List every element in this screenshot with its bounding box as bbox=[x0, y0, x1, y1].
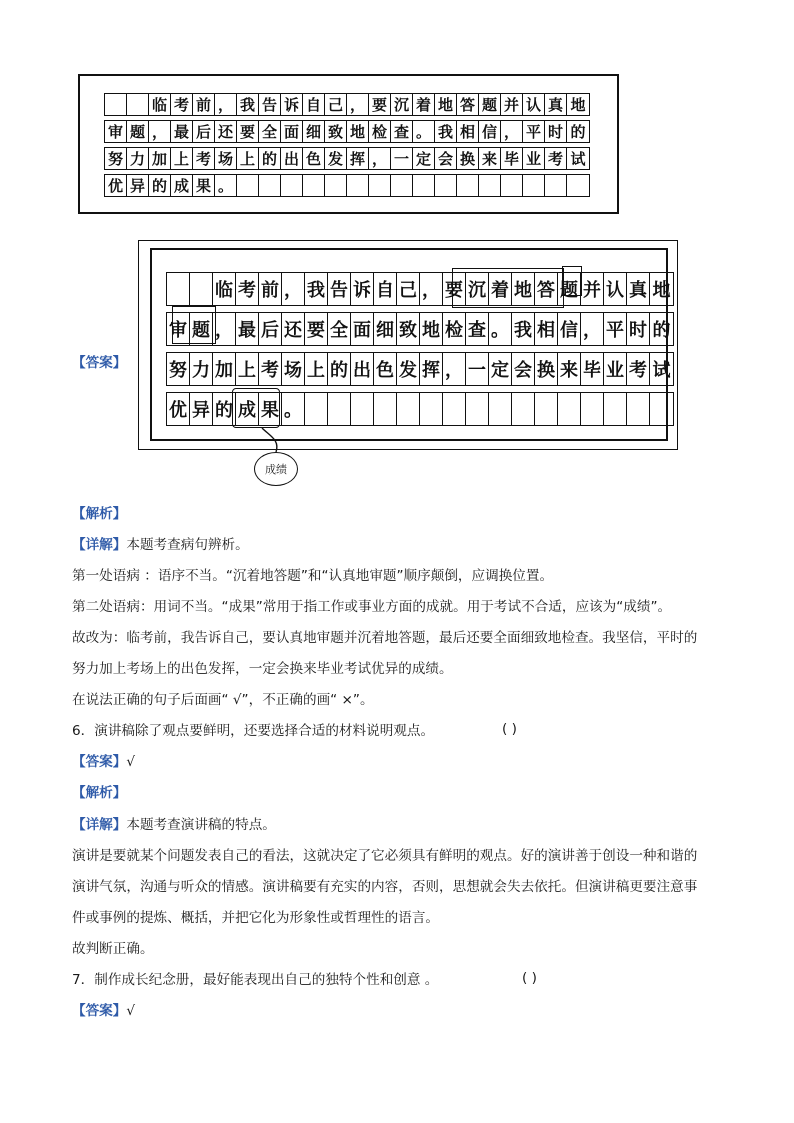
grid-cell: ， bbox=[443, 353, 466, 385]
grid-cell: 的 bbox=[259, 148, 281, 169]
grid-cell: 审 bbox=[167, 313, 190, 345]
grid-cell: 优 bbox=[167, 393, 190, 425]
grid-cell: 挥 bbox=[420, 353, 443, 385]
grid-cell: 着 bbox=[489, 273, 512, 305]
q6-paragraph-line-3: 件或事例的提炼、概括，并把它化为形象性或哲理性的语言。 bbox=[72, 910, 440, 926]
question-7: 7．制作成长纪念册，最好能表现出自己的独特个性和创意 。 bbox=[72, 972, 439, 988]
q6-paragraph-line-1: 演讲是要就某个问题发表自己的看法，这就决定了它必须具有鲜明的观点。好的演讲善于创设一种和谐的 bbox=[72, 848, 698, 864]
grid-cell: 全 bbox=[259, 121, 281, 142]
answer-label: 【答案】 bbox=[72, 355, 127, 371]
grid-cell: 毕 bbox=[501, 148, 523, 169]
grid-cell: 诉 bbox=[351, 273, 374, 305]
grid-cell bbox=[413, 175, 435, 196]
grid-cell: 。 bbox=[413, 121, 435, 142]
grid-cell: 还 bbox=[282, 313, 305, 345]
grid-cell: 后 bbox=[193, 121, 215, 142]
grid-cell bbox=[305, 393, 328, 425]
grid-cell: 认 bbox=[604, 273, 627, 305]
grid-cell bbox=[466, 393, 489, 425]
grid-cell: 细 bbox=[374, 313, 397, 345]
grid-cell: 时 bbox=[627, 313, 650, 345]
grid-cell: 努 bbox=[167, 353, 190, 385]
grid-cell: ， bbox=[282, 273, 305, 305]
grid-cell bbox=[650, 393, 673, 425]
correction-callout: 成绩 bbox=[254, 452, 298, 486]
grid-cell bbox=[479, 175, 501, 196]
grid-cell: 致 bbox=[397, 313, 420, 345]
grid-cell: 后 bbox=[259, 313, 282, 345]
grid-cell: 题 bbox=[190, 313, 213, 345]
grid-cell: 信 bbox=[479, 121, 501, 142]
grid-cell bbox=[489, 393, 512, 425]
grid-cell: 题 bbox=[127, 121, 149, 142]
grid-cell: 我 bbox=[512, 313, 535, 345]
grid-cell: 上 bbox=[236, 353, 259, 385]
grid-cell: 答 bbox=[457, 94, 479, 115]
grid-cell: 考 bbox=[627, 353, 650, 385]
grid-cell: 定 bbox=[413, 148, 435, 169]
grid-cell: 告 bbox=[328, 273, 351, 305]
grid-cell: 告 bbox=[259, 94, 281, 115]
grid-cell: 出 bbox=[281, 148, 303, 169]
grid-cell: 加 bbox=[213, 353, 236, 385]
grid-cell: 检 bbox=[369, 121, 391, 142]
grid-cell: 地 bbox=[652, 280, 671, 301]
grid-cell: 前 bbox=[259, 273, 282, 305]
grid-cell: 成 bbox=[171, 175, 193, 196]
grid-cell bbox=[457, 175, 479, 196]
grid-cell: 我 bbox=[435, 121, 457, 142]
grid-cell: 会 bbox=[435, 148, 457, 169]
grid-cell: 平 bbox=[604, 313, 627, 345]
fix-line-2: 努力加上考场上的出色发挥，一定会换来毕业考试优异的成绩。 bbox=[72, 661, 453, 677]
instruction-line: 在说法正确的句子后面画“ √”，不正确的画“ ×”。 bbox=[72, 692, 374, 708]
grid-cell: 全 bbox=[328, 313, 351, 345]
grid-cell: ， bbox=[501, 121, 523, 142]
grid-cell bbox=[443, 393, 466, 425]
swap-mark-first bbox=[452, 268, 564, 308]
grid-cell: 会 bbox=[512, 353, 535, 385]
grid-cell: 真 bbox=[627, 273, 650, 305]
grid-cell bbox=[567, 175, 589, 196]
grid-cell: 相 bbox=[457, 121, 479, 142]
grid-cell: 我 bbox=[237, 94, 259, 115]
grid-cell: ， bbox=[581, 313, 604, 345]
grid-cell: 致 bbox=[325, 121, 347, 142]
grid-cell: 力 bbox=[190, 353, 213, 385]
grid-cell: 沉 bbox=[391, 94, 413, 115]
grid-cell: 己 bbox=[325, 94, 347, 115]
grid-cell: 的 bbox=[149, 175, 171, 196]
grid-cell: 来 bbox=[479, 148, 501, 169]
q6-conclusion: 故判断正确。 bbox=[72, 941, 154, 957]
grid-cell: 优 bbox=[105, 175, 127, 196]
grid-cell: 出 bbox=[351, 353, 374, 385]
grid-cell: 临 bbox=[149, 94, 171, 115]
grid-cell bbox=[281, 175, 303, 196]
grid-cell: 地 bbox=[435, 94, 457, 115]
grid-cell: 平 bbox=[523, 121, 545, 142]
grid-cell: 来 bbox=[558, 353, 581, 385]
grid-cell: 业 bbox=[604, 353, 627, 385]
grid-cell bbox=[190, 273, 213, 305]
grid-cell bbox=[325, 175, 347, 196]
grid-cell: 并 bbox=[581, 273, 604, 305]
grid-cell: 异 bbox=[127, 175, 149, 196]
grid-cell bbox=[105, 94, 127, 115]
grid-cell bbox=[545, 175, 567, 196]
grid-cell: 地 bbox=[420, 313, 443, 345]
grid-cell bbox=[167, 273, 190, 305]
grid-cell: 试 bbox=[570, 150, 586, 168]
grid-cell: 上 bbox=[305, 353, 328, 385]
grid-cell bbox=[347, 175, 369, 196]
grid-row bbox=[104, 120, 590, 143]
grid-cell bbox=[303, 175, 325, 196]
grid-cell bbox=[501, 175, 523, 196]
grid-cell: 挥 bbox=[347, 148, 369, 169]
grid-cell bbox=[435, 175, 457, 196]
grid-cell: 题 bbox=[479, 94, 501, 115]
q6-detail-line: 【详解】本题考查演讲稿的特点。 bbox=[72, 817, 276, 833]
grid-cell: 考 bbox=[193, 148, 215, 169]
grid-cell: 。 bbox=[282, 393, 305, 425]
grid-cell bbox=[237, 175, 259, 196]
grid-cell: 换 bbox=[535, 353, 558, 385]
grid-cell: 自 bbox=[303, 94, 325, 115]
grid-cell: 面 bbox=[281, 121, 303, 142]
grid-cell: 发 bbox=[397, 353, 420, 385]
grid-cell bbox=[374, 393, 397, 425]
grid-cell: 我 bbox=[305, 273, 328, 305]
grid-cell: 真 bbox=[545, 94, 567, 115]
grid-cell: 的 bbox=[570, 123, 586, 141]
swap-mark-second bbox=[562, 266, 582, 296]
grid-cell: 场 bbox=[215, 148, 237, 169]
grid-cell: 考 bbox=[171, 94, 193, 115]
q6-answer-line: 【答案】√ bbox=[72, 754, 136, 770]
grid-cell: 考 bbox=[259, 353, 282, 385]
grid-cell bbox=[259, 175, 281, 196]
grid-cell bbox=[369, 175, 391, 196]
grid-cell: 己 bbox=[397, 273, 420, 305]
grid-row bbox=[166, 312, 674, 346]
grid-cell: 审 bbox=[105, 121, 127, 142]
grid-cell: 的 bbox=[652, 320, 671, 341]
grid-cell: 要 bbox=[305, 313, 328, 345]
grid-cell: 成 bbox=[236, 393, 259, 425]
grid-cell: 时 bbox=[545, 121, 567, 142]
grid-cell: 力 bbox=[127, 148, 149, 169]
q6-paragraph-line-2: 演讲气氛，沟通与听众的情感。演讲稿要有充实的内容，否则，思想就会失去依托。但演讲稿更要注意事 bbox=[72, 879, 698, 895]
grid-cell: 查 bbox=[466, 313, 489, 345]
grid-cell bbox=[558, 393, 581, 425]
error-line-2: 第二处语病：用词不当。“成果”常用于指工作或事业方面的成就。用于考试不合适，应该为“成绩”。 bbox=[72, 599, 672, 615]
grid-cell: ， bbox=[213, 313, 236, 345]
question-6-paren: ( ) bbox=[502, 721, 517, 737]
grid-cell: ， bbox=[369, 148, 391, 169]
detail-line: 【详解】本题考查病句辨析。 bbox=[72, 537, 249, 553]
question-6: 6．演讲稿除了观点要鲜明，还要选择合适的材料说明观点。 bbox=[72, 723, 435, 739]
grid-cell: 。 bbox=[215, 175, 237, 196]
grid-cell: 并 bbox=[501, 94, 523, 115]
grid-cell: 加 bbox=[149, 148, 171, 169]
grid-cell: 的 bbox=[213, 393, 236, 425]
grid-cell: 一 bbox=[391, 148, 413, 169]
grid-cell: 定 bbox=[489, 353, 512, 385]
error-line-1: 第一处语病 ：语序不当。“沉着地答题”和“认真地审题”顺序颠倒，应调换位置。 bbox=[72, 568, 554, 584]
grid-row bbox=[166, 352, 674, 386]
grid-cell: 前 bbox=[193, 94, 215, 115]
grid-cell: 答 bbox=[535, 273, 558, 305]
grid-cell: 要 bbox=[369, 94, 391, 115]
grid-cell: 考 bbox=[236, 273, 259, 305]
grid-cell bbox=[420, 393, 443, 425]
grid-cell: 上 bbox=[171, 148, 193, 169]
grid-cell bbox=[127, 94, 149, 115]
grid-cell: 一 bbox=[466, 353, 489, 385]
grid-cell: 地 bbox=[347, 121, 369, 142]
grid-row bbox=[166, 272, 674, 306]
grid-cell: 还 bbox=[215, 121, 237, 142]
grid-row bbox=[104, 147, 590, 170]
grid-cell: 地 bbox=[512, 273, 535, 305]
grid-cell bbox=[535, 393, 558, 425]
grid-cell: 信 bbox=[558, 313, 581, 345]
grid-cell: 发 bbox=[325, 148, 347, 169]
grid-cell: 最 bbox=[236, 313, 259, 345]
grid-cell: ， bbox=[215, 94, 237, 115]
question-7-paren: ( ) bbox=[522, 970, 537, 986]
q6-analysis-label: 【解析】 bbox=[72, 785, 127, 801]
swap-mark-third bbox=[172, 306, 216, 344]
grid-cell bbox=[604, 393, 627, 425]
grid-cell: 沉 bbox=[466, 273, 489, 305]
grid-cell: 诉 bbox=[281, 94, 303, 115]
q7-answer-line: 【答案】√ bbox=[72, 1003, 136, 1019]
grid-cell: 相 bbox=[535, 313, 558, 345]
grid-cell: 着 bbox=[413, 94, 435, 115]
grid-cell bbox=[397, 393, 420, 425]
grid-cell: 色 bbox=[303, 148, 325, 169]
grid-cell: 努 bbox=[105, 148, 127, 169]
grid-cell: 考 bbox=[545, 148, 567, 169]
grid-cell bbox=[512, 393, 535, 425]
grid-cell: 面 bbox=[351, 313, 374, 345]
grid-cell: 细 bbox=[303, 121, 325, 142]
grid-cell: 题 bbox=[558, 273, 581, 305]
grid-cell: 自 bbox=[374, 273, 397, 305]
grid-cell bbox=[328, 393, 351, 425]
grid-cell: 异 bbox=[190, 393, 213, 425]
grid-cell: 果 bbox=[259, 393, 282, 425]
grid-cell: 的 bbox=[328, 353, 351, 385]
grid-cell bbox=[627, 393, 650, 425]
grid-cell: 检 bbox=[443, 313, 466, 345]
replace-mark bbox=[232, 388, 280, 428]
grid-cell: 上 bbox=[237, 148, 259, 169]
grid-cell: ， bbox=[420, 273, 443, 305]
grid-cell: 要 bbox=[237, 121, 259, 142]
analysis-label: 【解析】 bbox=[72, 506, 127, 522]
grid-cell: 色 bbox=[374, 353, 397, 385]
grid-cell bbox=[391, 175, 413, 196]
grid-cell: ， bbox=[149, 121, 171, 142]
grid-cell: 最 bbox=[171, 121, 193, 142]
grid-cell: 果 bbox=[193, 175, 215, 196]
grid-cell: 要 bbox=[443, 273, 466, 305]
grid-cell: 毕 bbox=[581, 353, 604, 385]
grid-cell: 场 bbox=[282, 353, 305, 385]
grid-cell bbox=[523, 175, 545, 196]
grid-cell: 查 bbox=[391, 121, 413, 142]
grid-cell: 试 bbox=[652, 360, 671, 381]
fix-line-1: 故改为：临考前，我告诉自己，要认真地审题并沉着地答题，最后还要全面细致地检查。我坚信，平时的 bbox=[72, 630, 698, 646]
grid-cell bbox=[581, 393, 604, 425]
grid-row bbox=[104, 93, 590, 116]
grid-cell: 地 bbox=[570, 96, 586, 114]
grid-cell: 。 bbox=[489, 313, 512, 345]
grid-cell: 认 bbox=[523, 94, 545, 115]
grid-cell: 换 bbox=[457, 148, 479, 169]
grid-cell: 临 bbox=[213, 273, 236, 305]
grid-cell: 业 bbox=[523, 148, 545, 169]
grid-cell bbox=[351, 393, 374, 425]
grid-cell: ， bbox=[347, 94, 369, 115]
grid-row bbox=[104, 174, 590, 197]
